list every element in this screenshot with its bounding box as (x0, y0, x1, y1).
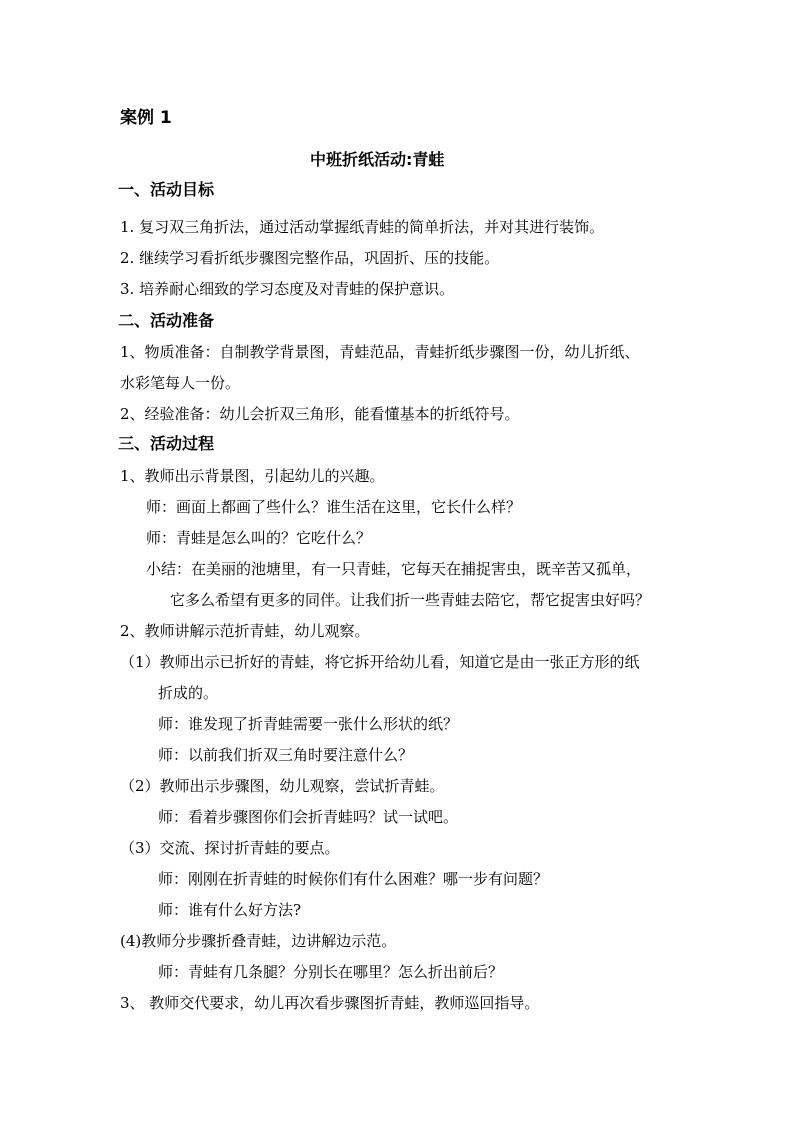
process-line: （2）教师出示步骤图，幼儿观察，尝试折青蛙。 (120, 777, 445, 795)
document-title: 中班折纸活动:青蛙 (310, 150, 445, 169)
process-line: （1）教师出示已折好的青蛙，将它拆开给幼儿看，知道它是由一张正方形的纸 (120, 653, 640, 671)
process-line: (4)教师分步骤折叠青蛙，边讲解边示范。 (120, 932, 397, 950)
preparation-line: 2、经验准备：幼儿会折双三角形，能看懂基本的折纸符号。 (120, 405, 520, 423)
goal-line: 1. 复习双三角折法，通过活动掌握纸青蛙的简单折法，并对其进行装饰。 (120, 218, 605, 236)
process-line: 它多么希望有更多的同伴。让我们折一些青蛙去陪它，帮它捉害虫好吗？ (170, 591, 651, 609)
preparation-line: 水彩笔每人一份。 (120, 374, 241, 392)
process-line: 折成的。 (158, 684, 219, 702)
section-heading-process: 三、活动过程 (118, 434, 215, 453)
process-line: 2、教师讲解示范折青蛙，幼儿观察。 (120, 622, 370, 640)
process-line: 师：谁有什么好方法? (158, 901, 302, 919)
goal-line: 3. 培养耐心细致的学习态度及对青蛙的保护意识。 (120, 280, 455, 298)
process-line: 师：青蛙有几条腿？分别长在哪里？怎么折出前后？ (158, 963, 504, 981)
process-line: 师：画面上都画了些什么？谁生活在这里，它长什么样？ (146, 498, 522, 516)
process-line: 师：刚刚在折青蛙的时候你们有什么困难？哪一步有问题？ (158, 870, 549, 888)
process-line: 3、 教师交代要求，幼儿再次看步骤图折青蛙，教师巡回指导。 (120, 994, 540, 1012)
process-line: 1、教师出示背景图，引起幼儿的兴趣。 (120, 467, 385, 485)
case-label: 案例 1 (120, 108, 172, 128)
process-line: 师：谁发现了折青蛙需要一张什么形状的纸？ (158, 715, 459, 733)
process-line: （3）交流、探讨折青蛙的要点。 (120, 839, 340, 857)
process-line: 小结：在美丽的池塘里，有一只青蛙，它每天在捕捉害虫，既辛苦又孤单， (146, 560, 642, 578)
section-heading-preparation: 二、活动准备 (118, 311, 215, 330)
preparation-line: 1、物质准备：自制教学背景图，青蛙范品，青蛙折纸步骤图一份，幼儿折纸、 (120, 343, 640, 361)
goal-line: 2. 继续学习看折纸步骤图完整作品，巩固折、压的技能。 (120, 249, 500, 267)
process-line: 师：青蛙是怎么叫的？它吃什么？ (146, 529, 372, 547)
process-line: 师：以前我们折双三角时要注意什么？ (158, 746, 414, 764)
process-line: 师：看着步骤图你们会折青蛙吗？试一试吧。 (158, 808, 459, 826)
section-heading-goals: 一、活动目标 (118, 180, 215, 199)
